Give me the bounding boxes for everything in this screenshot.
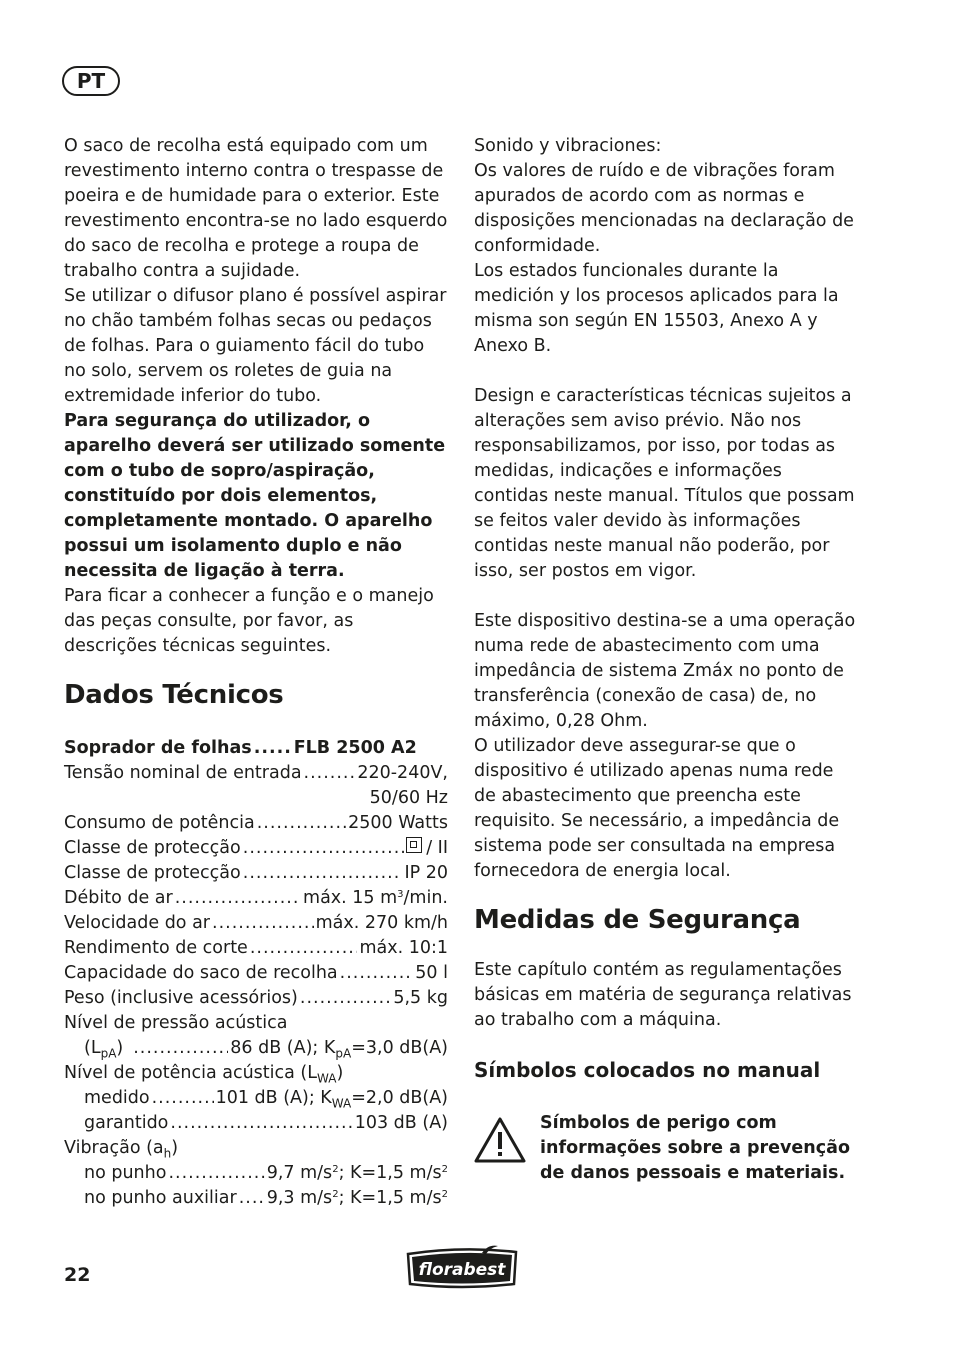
spec-value: máx. 10:1 bbox=[359, 938, 448, 958]
spec-label: Débito de ar bbox=[64, 888, 173, 908]
paragraph-flat-nozzle: Se utilizar o difusor plano é possível aspirar no chão também folhas secas ou pedaços de folhas. Para o guiamento fácil do tubo no solo, servem os roletes de guia na extremidade inferior do tubo. bbox=[64, 286, 447, 406]
language-badge: PT bbox=[62, 66, 120, 96]
paragraph-noise-values: Os valores de ruído e de vibrações foram apurados de acordo com as normas e disposições mencionadas na declaração de conformidade. bbox=[474, 161, 854, 256]
paragraph-measurement: Los estados funcionales durante la medición y los procesos aplicados para la misma son según EN 15503, Anexo A y Anexo B. bbox=[474, 261, 839, 356]
spec-value: 220-240V, bbox=[357, 763, 448, 783]
spec-value: máx. 15 $m^3/\min$. bbox=[303, 888, 448, 908]
spec-label: Velocidade do ar bbox=[64, 913, 210, 933]
technical-data-heading: Dados Técnicos bbox=[64, 680, 284, 710]
warning-symbol-row bbox=[474, 1111, 858, 1186]
paragraph-safety-bold: Para segurança do utilizador, o aparelho deverá ser utilizado somente com o tubo de sopro/aspiração, constituído por dois elementos, completamente montado. O aparelho possui um isolamento duplo e não necessita de ligação à terra. bbox=[64, 411, 446, 581]
spec-value: máx. 270 km/h bbox=[315, 913, 448, 933]
spec-value: 101 dB (A); $K_{WA}=2,0$ dB(A) bbox=[215, 1088, 448, 1111]
spec-weight bbox=[64, 986, 448, 1011]
paragraph-grid-impedance: Este dispositivo destina-se a uma operação numa rede de abastecimento com uma impedância de sistema Zmáx no ponto de transferência (conexão de casa) de, no máximo, 0,28 Ohm. bbox=[474, 611, 856, 731]
spec-label: Classe de protecção bbox=[64, 838, 241, 858]
spec-label: garantido bbox=[84, 1113, 169, 1133]
warning-triangle-icon bbox=[474, 1115, 526, 1165]
sound-vibration-title: Sonido y vibraciones: bbox=[474, 136, 662, 156]
spec-value: 86 dB (A); $K_{pA}=3,0$ dB(A) bbox=[230, 1038, 448, 1061]
spec-grip bbox=[64, 1161, 448, 1186]
spec-label: medido bbox=[84, 1088, 150, 1108]
spec-model-value: FLB 2500 A2 bbox=[293, 738, 417, 758]
spec-label: Tensão nominal de entrada bbox=[64, 763, 302, 783]
paragraph-collection-bag: O saco de recolha está equipado com um revestimento interno contra o trespasse de poeira e de humidade para o exterior. Este revestimento encontra-se no lado esquerdo do saco de recolha e protege a roupa de trabalho contra a sujidade. bbox=[64, 136, 448, 281]
spec-value: 5,5 kg bbox=[393, 988, 448, 1008]
spec-value: / II bbox=[426, 838, 448, 858]
spec-value: 9,7 $m/s^2$; K=1,5 $m/s^2$ bbox=[266, 1163, 448, 1183]
spec-lpa bbox=[64, 1036, 448, 1061]
spec-ip bbox=[64, 861, 448, 886]
symbols-subheading: Símbolos colocados no manual bbox=[474, 1058, 821, 1082]
paragraph-function-info: Para ficar a conhecer a função e o manejo das peças consulte, por favor, as descrições técnicas seguintes. bbox=[64, 586, 434, 656]
spec-label: Classe de protecção bbox=[64, 863, 241, 883]
paragraph-user-responsibility: O utilizador deve assegurar-se que o dispositivo é utilizado apenas numa rede de abastecimento que preencha este requisito. Se necessário, a impedância de sistema pode ser consultada na empresa fornecedora de energia local. bbox=[474, 736, 840, 881]
svg-text:florabest: florabest bbox=[418, 1260, 506, 1280]
spec-model-label: Soprador de folhas bbox=[64, 738, 252, 758]
spec-bag-capacity bbox=[64, 961, 448, 986]
spec-value: 50/60 Hz bbox=[369, 788, 448, 808]
spec-label: no punho auxiliar bbox=[84, 1188, 237, 1208]
spec-voltage-frequency bbox=[64, 786, 448, 811]
spec-airspeed bbox=[64, 911, 448, 936]
spec-airflow bbox=[64, 886, 448, 911]
spec-measured bbox=[64, 1086, 448, 1111]
spec-label: Nível de potência acústica $(L_{WA})$ bbox=[64, 1063, 344, 1086]
spec-voltage bbox=[64, 761, 448, 786]
spec-value: IP 20 bbox=[404, 863, 448, 883]
left-column bbox=[64, 134, 448, 1211]
spec-cutting bbox=[64, 936, 448, 961]
florabest-logo bbox=[404, 1244, 520, 1290]
spec-value: 50 l bbox=[415, 963, 448, 983]
spec-label: Peso (inclusive acessórios) bbox=[64, 988, 298, 1008]
safety-measures-heading: Medidas de Segurança bbox=[474, 905, 801, 935]
page-number: 22 bbox=[64, 1264, 91, 1286]
spec-vibration bbox=[64, 1136, 448, 1161]
spec-guaranteed bbox=[64, 1111, 448, 1136]
spec-label: Capacidade do saco de recolha bbox=[64, 963, 338, 983]
spec-label: Vibração $(a_h)$ bbox=[64, 1138, 179, 1161]
spec-value: 2500 Watts bbox=[348, 813, 448, 833]
spec-value: 9,3 $m/s^2$; K=1,5 $m/s^2$ bbox=[266, 1188, 448, 1208]
spec-label: $(L_{pA})$ bbox=[84, 1038, 124, 1061]
paragraph-design-changes: Design e características técnicas sujeitos a alterações sem aviso prévio. Não nos responsabilizamos, por isso, por todas as medidas, indicações e informações contidas neste manual. Títulos que possam se feitos valer devido às informações contidas neste manual não poderão, por isso, ser postos em vigor. bbox=[474, 386, 855, 581]
spec-label: Consumo de potência bbox=[64, 813, 255, 833]
warning-description: Símbolos de perigo com informações sobre a prevenção de danos pessoais e materiais. bbox=[540, 1113, 850, 1183]
spec-value: 103 dB (A) bbox=[354, 1113, 448, 1133]
spec-protection-class bbox=[64, 836, 448, 861]
spec-sound-power bbox=[64, 1061, 448, 1086]
paragraph-safety-chapter: Este capítulo contém as regulamentações básicas em matéria de segurança relativas ao trabalho com a máquina. bbox=[474, 960, 852, 1030]
double-insulation-icon bbox=[406, 837, 422, 853]
spec-model bbox=[64, 736, 448, 761]
spec-label: no punho bbox=[84, 1163, 167, 1183]
spec-sound-pressure bbox=[64, 1011, 448, 1036]
right-column bbox=[474, 134, 858, 1186]
spec-aux-grip bbox=[64, 1186, 448, 1211]
spec-label: Nível de pressão acústica bbox=[64, 1013, 288, 1033]
spec-label: Rendimento de corte bbox=[64, 938, 248, 958]
spec-power bbox=[64, 811, 448, 836]
